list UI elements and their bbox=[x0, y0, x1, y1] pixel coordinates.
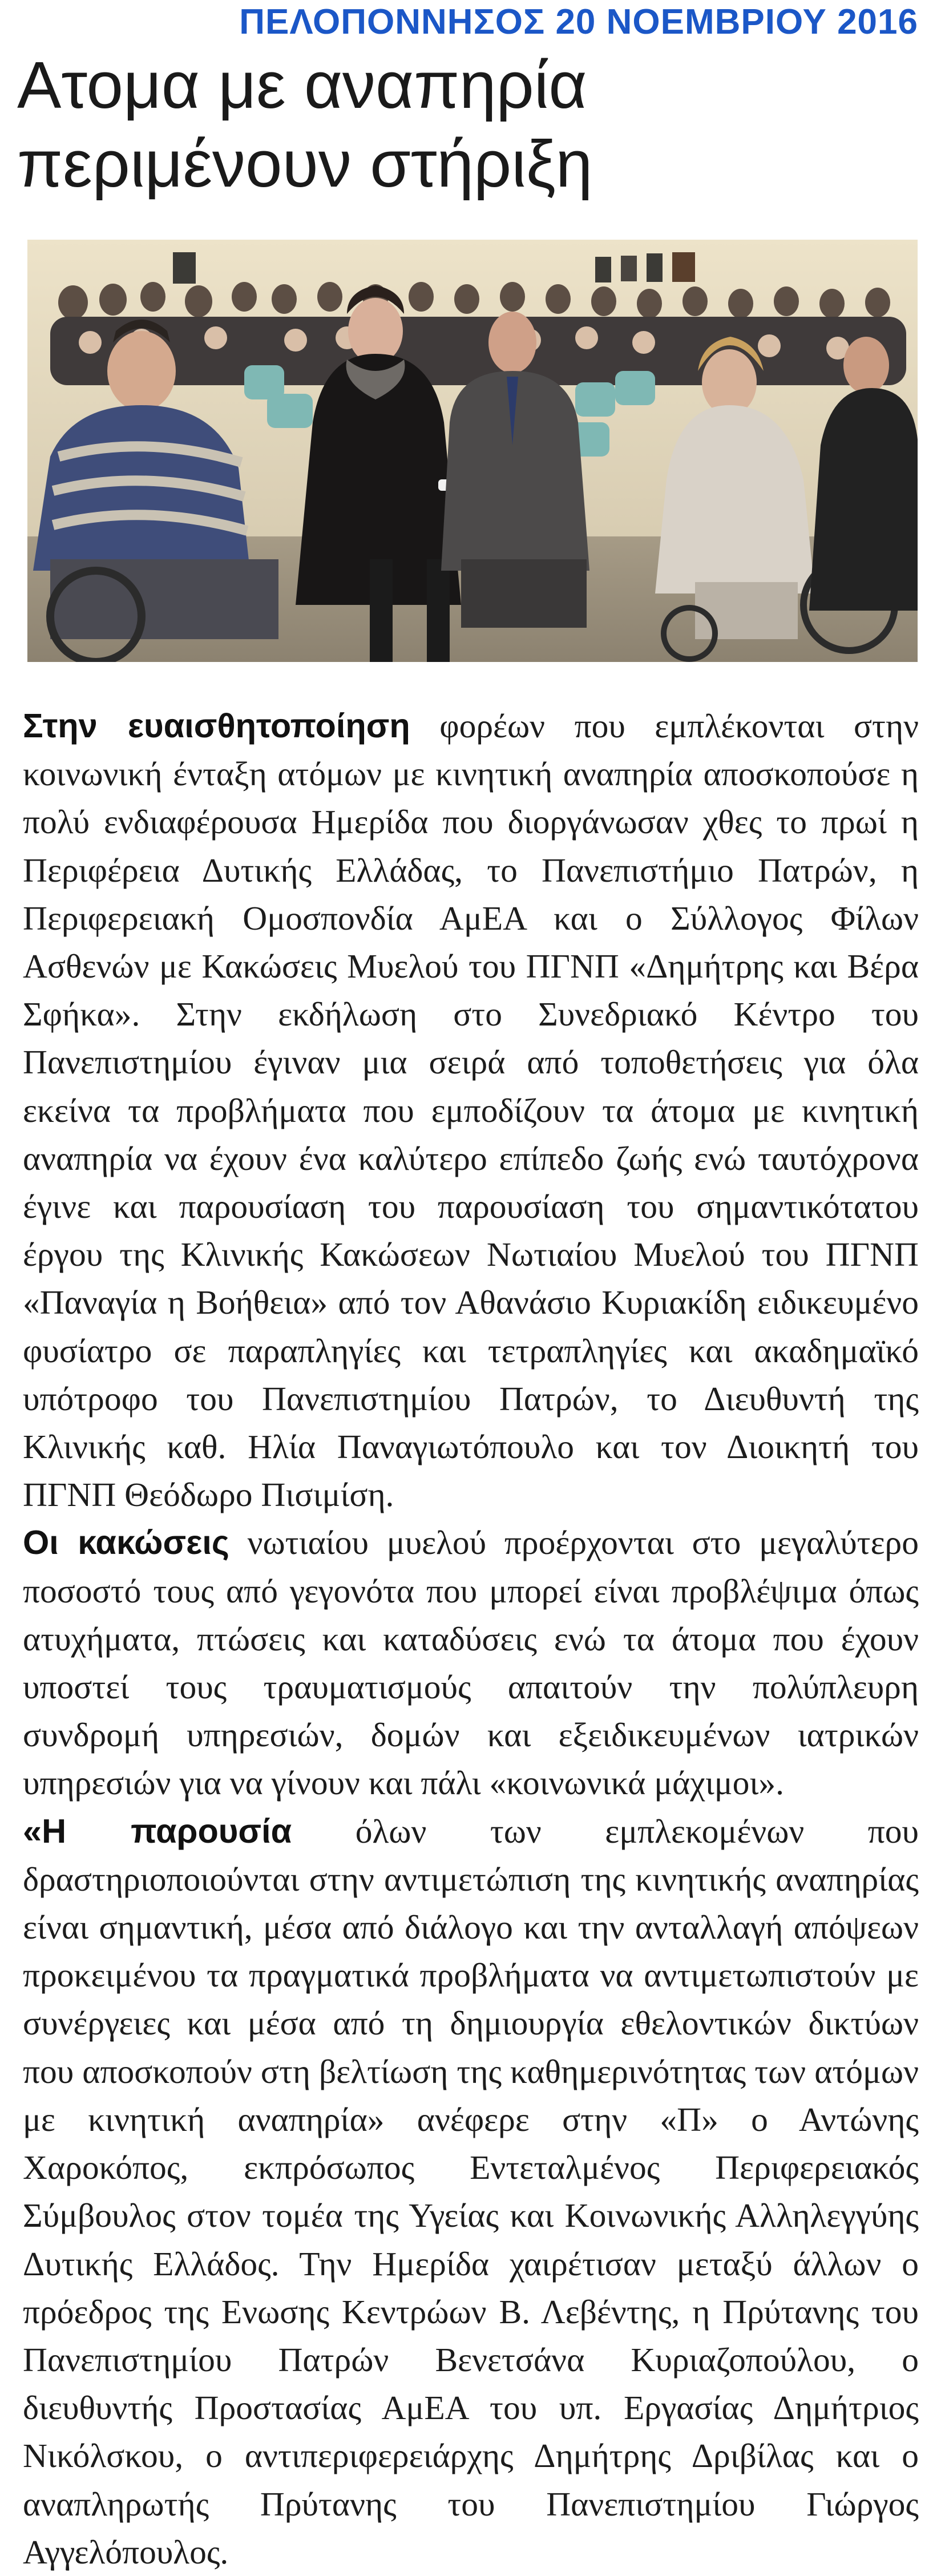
article-paragraph-2 bbox=[23, 1519, 919, 1807]
paragraph-lead: «Η παρουσία bbox=[23, 1811, 292, 1850]
headline bbox=[17, 46, 919, 203]
article-paragraph-3 bbox=[23, 1807, 919, 2576]
paragraph-text: όλων των εμπλεκομένων που δραστηριοποιούνται στην αντιμετώπιση της κινητικής αναπηρίας είναι σημαντική, μέσα από διάλογο και την ανταλλαγή απόψεων προκειμένου τα πραγματικά προβλήματα να αντιμετωπιστούν με συνέργειες και μέσα από τη δημιουργία εθελοντικών δικτύων που αποσκοπούν στη βελτίωση της καθημερινότητας των ατόμων με κινητική αναπηρία» ανέφερε στην «Π» ο Αντώνης Χαροκόπος, εκπρόσωπος Εντεταλμένος Περιφερειακός Σύμβουλος στον τομέα της Υγείας και Κοινωνικής Αλληλεγγύης Δυτικής Ελλάδος. Την Ημερίδα χαιρέτισαν μεταξύ άλλων ο πρόεδρος της Ενωσης Κεντρώων Β. Λεβέντης, η Πρύτανης του Πανεπιστημίου Πατρών Βενετσάνα Κυριαζοπούλου, ο διευθυντής Προστασίας ΑμΕΑ του υπ. Εργασίας Δημήτριος Νικόλσκου, ο αντιπεριφερειάρχης Δημήτρης Δριβίλας και ο αναπληρωτής Πρύτανης του Πανεπιστημίου Γιώργος Αγγελόπουλος. bbox=[23, 1812, 919, 2571]
article-body bbox=[23, 702, 919, 2576]
article-paragraph-1 bbox=[23, 702, 919, 1519]
paragraph-text: νωτιαίου μυελού προέρχονται στο μεγαλύτερο ποσοστό τους από γεγονότα που μπορεί είναι προβλέψιμα όπως ατυχήματα, πτώσεις και καταδύσεις ενώ τα άτομα που έχουν υποστεί τους τραυματισμούς απαιτούν την πολύπλευρη συνδρομή υπηρεσιών, δομών και εξειδικευμένων ιατρικών υπηρεσιών για να γίνουν και πάλι «κοινωνικά μάχιμοι». bbox=[23, 1524, 919, 1802]
paragraph-lead: Στην ευαισθητοποίηση bbox=[23, 706, 410, 745]
headline-line-2: περιμένουν στήριξη bbox=[17, 127, 593, 201]
photo-illustration bbox=[27, 240, 918, 662]
masthead: ΠΕΛΟΠΟΝΝΗΣΟΣ 20 ΝΟΕΜΒΡΙΟΥ 2016 bbox=[239, 2, 918, 42]
paragraph-text: φορέων που εμπλέκονται στην κοινωνική ένταξη ατόμων με κινητική αναπηρία αποσκοπούσε η πολύ ενδιαφέρουσα Ημερίδα που διοργάνωσαν χθες το πρωί η Περιφέρεια Δυτικής Ελλάδας, το Πανεπιστήμιο Πατρών, η Περιφερειακή Ομοσπονδία ΑμΕΑ και ο Σύλλογος Φίλων Ασθενών με Κακώσεις Μυελού του ΠΓΝΠ «Δημήτρης και Βέρα Σφήκα». Στην εκδήλωση στο Συνεδριακό Κέντρο του Πανεπιστημίου έγιναν μια σειρά από τοποθετήσεις για όλα εκείνα τα προβλήματα που εμποδίζουν τα άτομα με κινητική αναπηρία να έχουν ένα καλύτερο επίπεδο ζωής ενώ ταυτόχρονα έγινε και παρουσίαση του παρουσίαση του σημαντικότατου έργου της Κλινικής Κακώσεων Νωτιαίου Μυελού του ΠΓΝΠ «Παναγία η Βοήθεια» από τον Αθανάσιο Κυριακίδη ειδικευμένο φυσίατρο σε παραπληγίες και τετραπληγίες και ακαδημαϊκό υπότροφο του Πανεπιστημίου Πατρών, το Διευθυντή της Κλινικής καθ. Ηλία Παναγιωτόπουλο και τον Διοικητή του ΠΓΝΠ Θεόδωρο Πισιμίση. bbox=[23, 707, 919, 1514]
paragraph-lead: Οι κακώσεις bbox=[23, 1523, 229, 1562]
headline-line-1: Ατομα με αναπηρία bbox=[17, 48, 587, 122]
article-photo bbox=[27, 240, 918, 662]
